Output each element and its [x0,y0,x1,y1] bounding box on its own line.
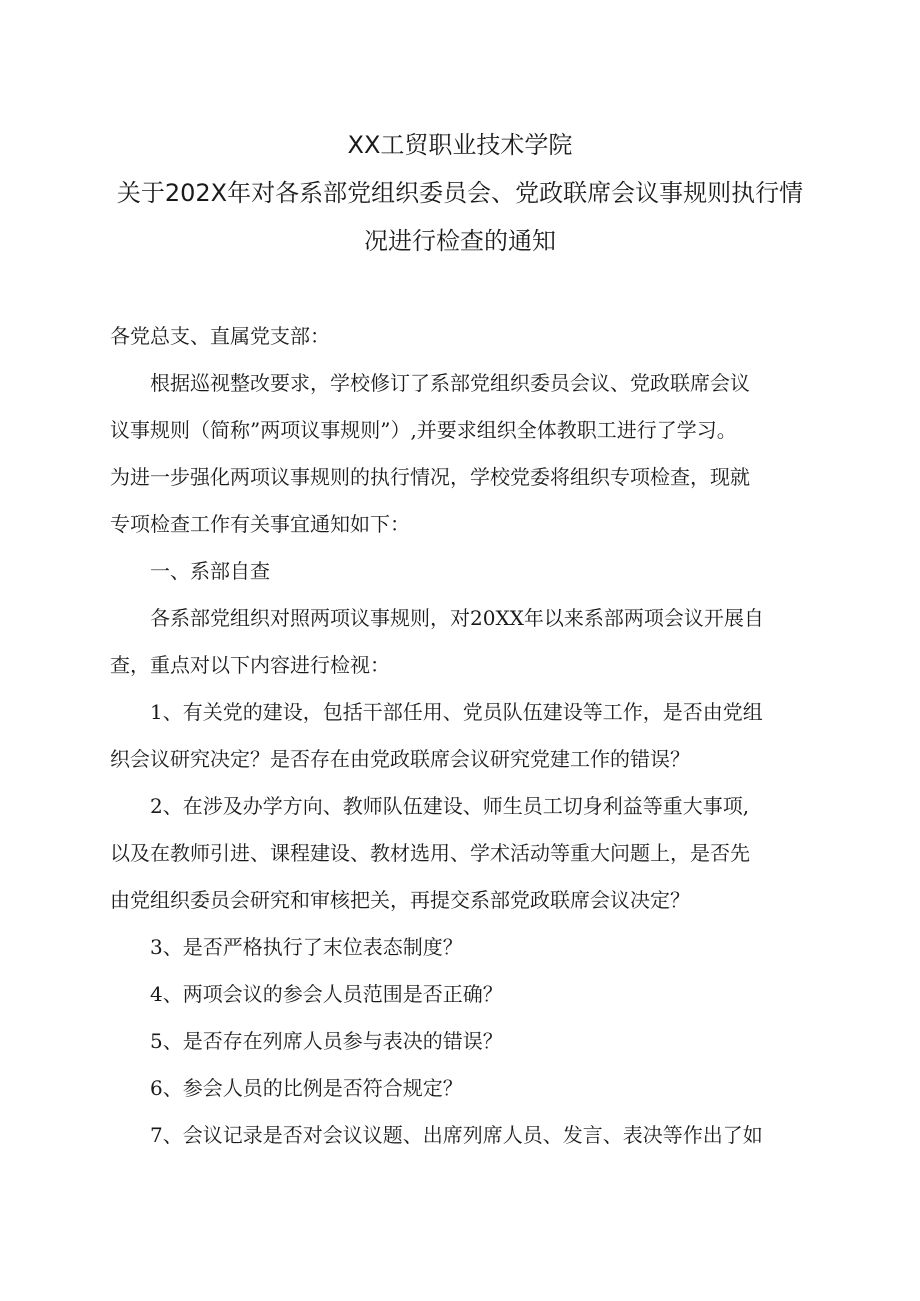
intro-line-2: 议事规则（简称”两项议事规则”）,并要求组织全体教职工进行了学习。 [110,418,737,442]
list-item-4-line: 4、两项会议的参会人员范围是否正确？ [150,982,503,1006]
list-item-1-line-1: 1、有关党的建设，包括干部任用、党员队伍建设等工作，是否由党组 [150,700,763,724]
section-intro-line-2: 查，重点对以下内容进行检视： [110,653,390,677]
intro-line-1: 根据巡视整改要求，学校修订了系部党组织委员会议、党政联席会议 [150,371,750,395]
salutation [110,313,815,360]
intro-line-4: 专项检查工作有关事宜通知如下： [110,512,410,536]
list-item-6-line: 6、参会人员的比例是否符合规定？ [150,1076,463,1100]
list-item-2-line-2: 以及在教师引进、课程建设、教材选用、学术活动等重大问题上，是否先 [110,841,750,865]
salutation-line: 各党总支、直属党支部： [110,324,330,348]
list-item-6 [110,1065,815,1112]
list-item-1-line-2: 织会议研究决定？是否存在由党政联席会议研究党建工作的错误？ [110,747,690,771]
document-body [110,313,815,1159]
list-item-3 [110,924,815,971]
section-intro-line-1: 各系部党组织对照两项议事规则，对20XX年以来系部两项会议开展自 [150,606,764,630]
list-item-1 [110,689,815,783]
intro-line-3: 为进一步强化两项议事规则的执行情况，学校党委将组织专项检查，现就 [110,465,750,489]
title-institution: XX工贸职业技术学院 [347,131,573,159]
list-item-2-line-3: 由党组织委员会研究和审核把关，再提交系部党政联席会议决定？ [110,888,690,912]
section-heading [110,548,815,595]
list-item-7 [110,1112,815,1159]
list-item-2 [110,783,815,924]
list-item-2-line-1: 2、在涉及办学方向、教师队伍建设、师生员工切身利益等重大事项, [150,794,750,818]
title-subject-line-2: 况进行检查的通知 [364,227,556,255]
list-item-5 [110,1018,815,1065]
list-item-3-line: 3、是否严格执行了末位表态制度？ [150,935,463,959]
list-item-5-line: 5、是否存在列席人员参与表决的错误？ [150,1029,503,1053]
list-item-4 [110,971,815,1018]
document-title [100,121,820,265]
intro-paragraph [110,360,815,548]
title-subject-line-1: 关于202X年对各系部党组织委员会、党政联席会议事规则执行情 [116,179,804,207]
section-heading-text: 一、系部自查 [150,559,270,583]
section-intro-paragraph [110,595,815,689]
list-item-7-line-1: 7、会议记录是否对会议议题、出席列席人员、发言、表决等作出了如 [150,1123,763,1147]
